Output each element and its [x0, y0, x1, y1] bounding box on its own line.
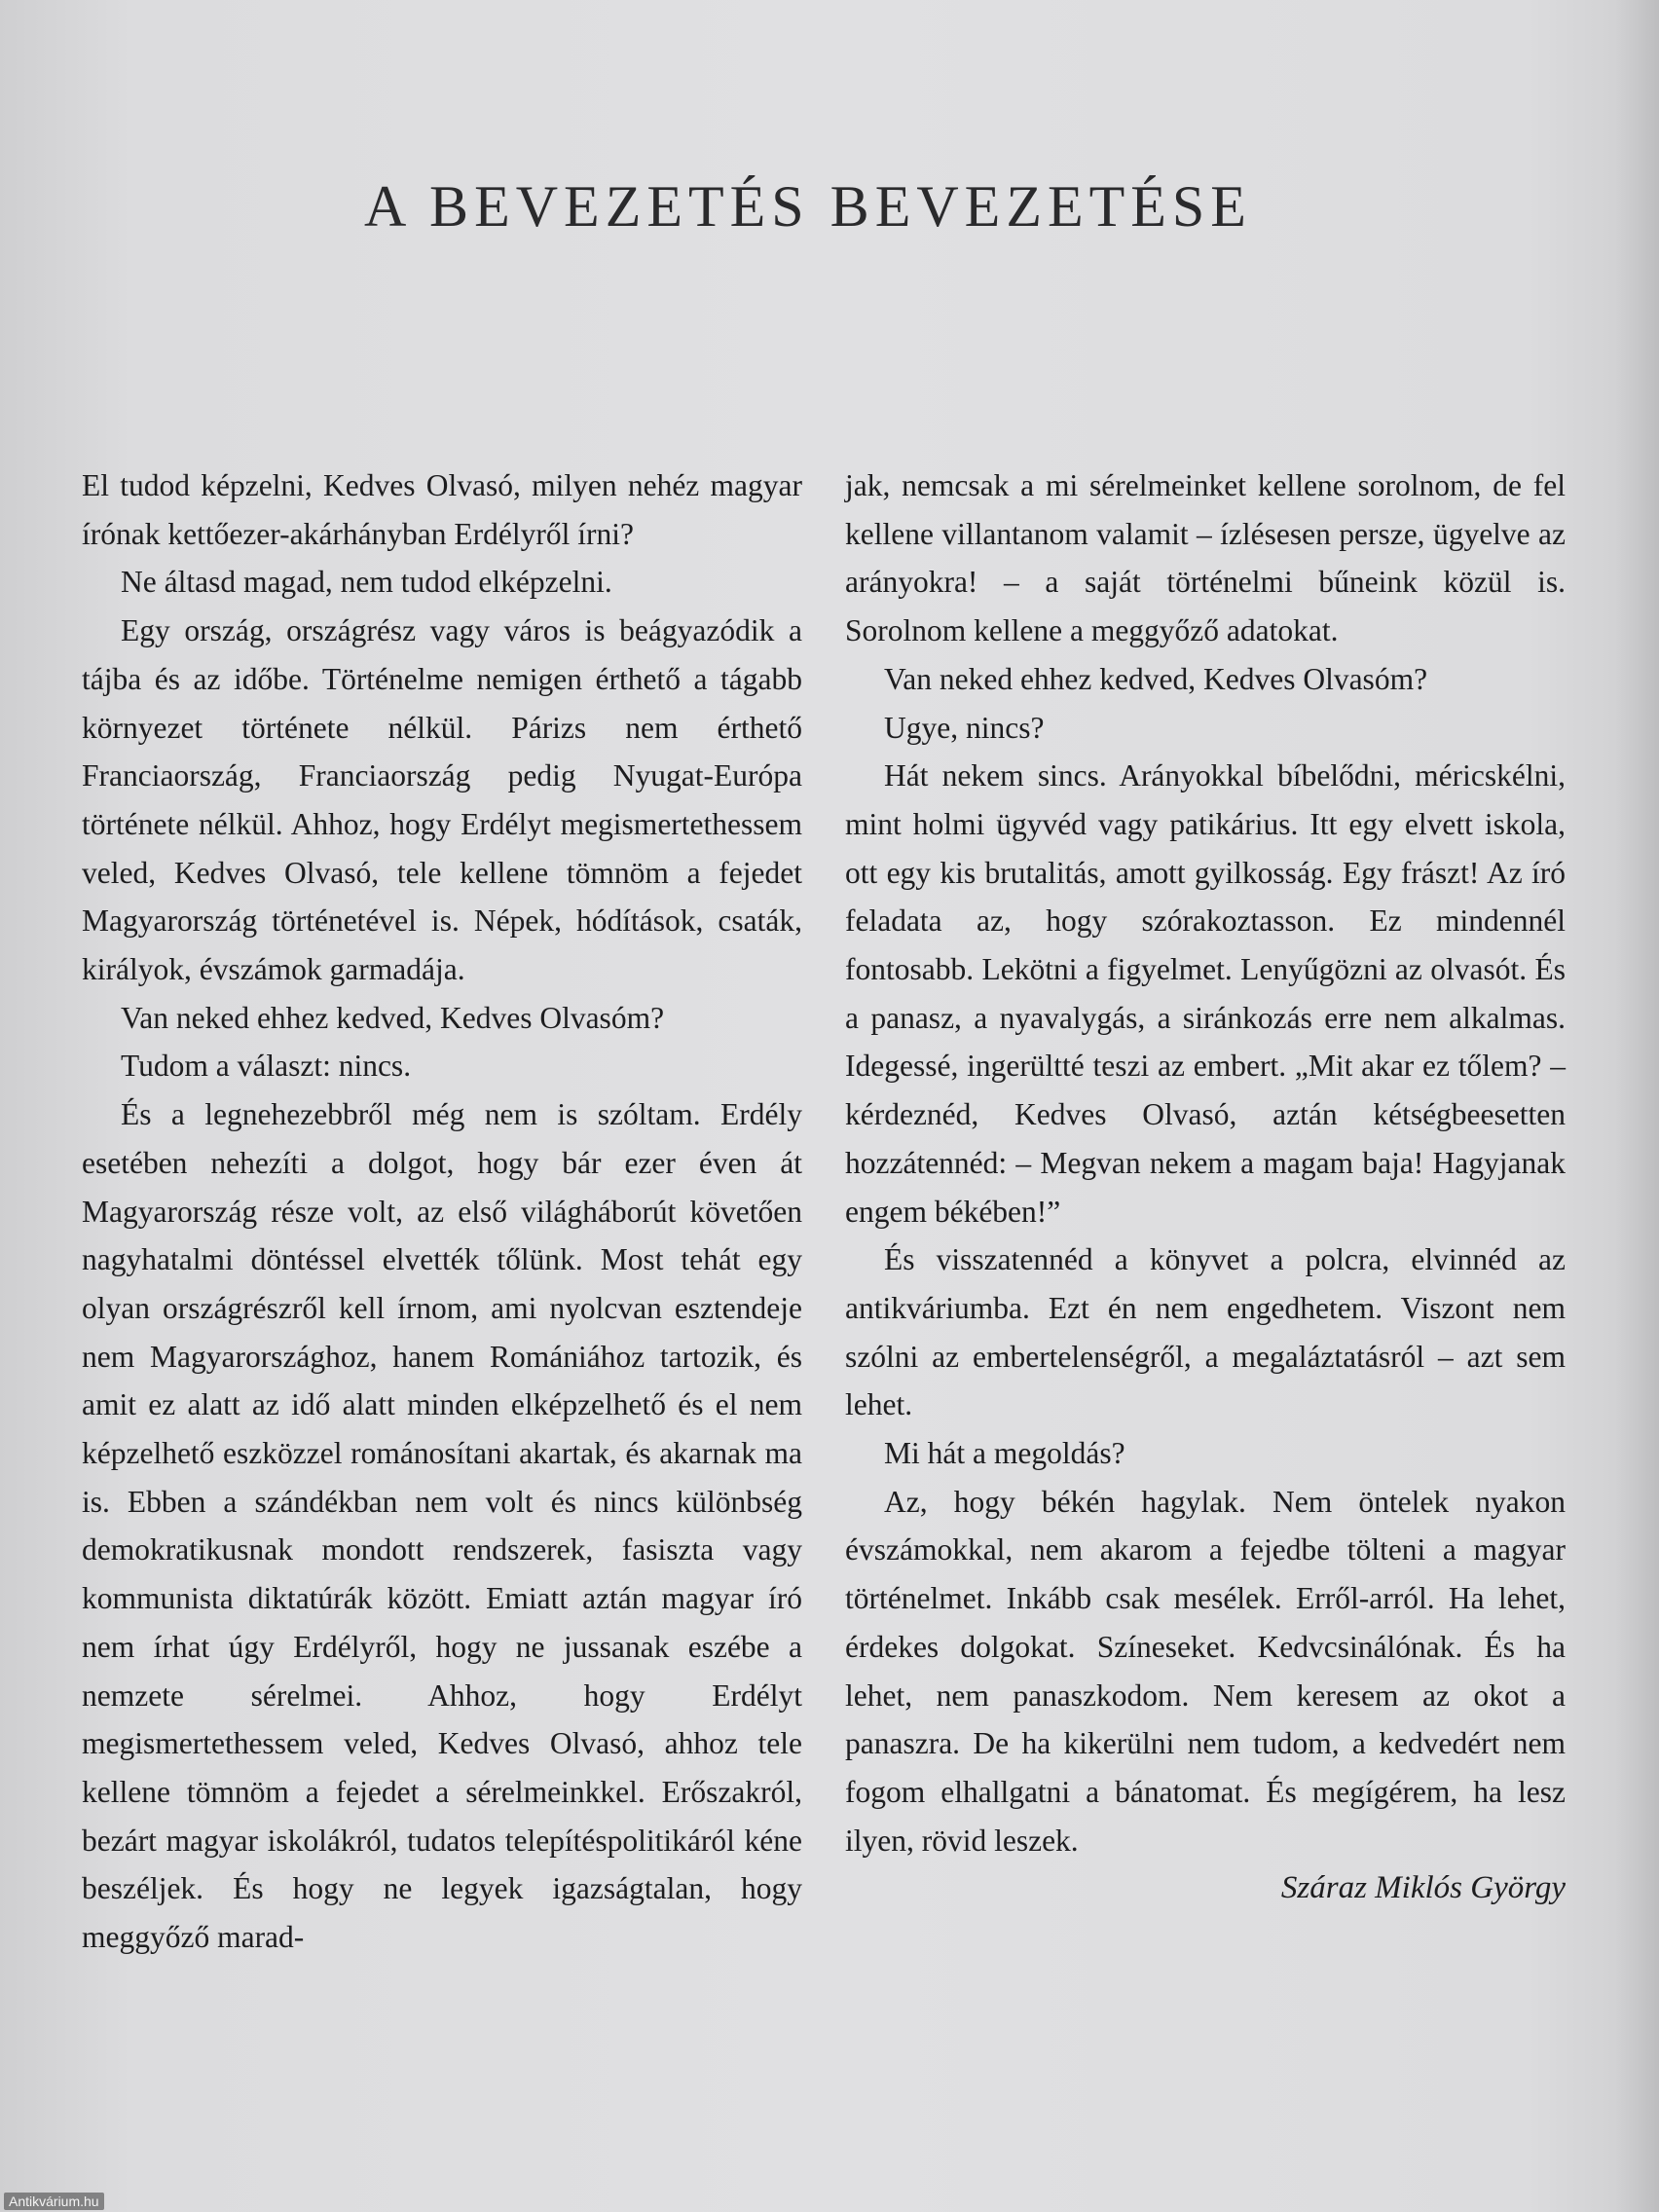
paragraph: Ne áltasd magad, nem tudod elképzelni.: [121, 565, 612, 600]
paragraph: És visszatennéd a könyvet a polcra, elvinnéd az antikváriumba. Ezt én nem engedhetem. Viszont nem szólni az embertelenségről, a megaláztatásról – azt sem lehet.: [845, 1242, 1566, 1422]
paragraph: Ugye, nincs?: [884, 710, 1045, 745]
author-signature: Száraz Miklós György: [1280, 1870, 1566, 1906]
page-edge-shadow: [1614, 0, 1659, 2212]
paragraph: És a legnehezebbről még nem is szóltam. Erdély esetében nehezíti a dolgot, hogy bár ezer éven át Magyarország része volt, az első világháborút követően nagyhatalmi döntéssel elvették tőlünk. Most tehát egy olyan országrészről kell írnom, ami nyolcvan esztendeje nem Magyarországhoz, hanem Romániához tartozik, és amit ez alatt az idő alatt minden elképzelhető és el nem képzelhető eszközzel románosítani akartak, és akarnak ma is. Ebben a szándékban nem volt és nincs különbség demokratikusnak mondott rendszerek, fasiszta vagy kommunista diktatúrák között. Emiatt aztán magyar író nem írhat úgy Erdélyről, hogy ne jussanak eszébe a nemzete sérelmei. Ahhoz, hogy Erdélyt megismertethessem veled, Kedves Olvasó, ahhoz tele kellene tömnöm a fejedet a sérelmeinkkel. Erőszakról, bezárt magyar iskolákról, tudatos telepítéspolitikáról kéne beszéljek. És hogy ne legyek igazságtalan, hogy meggyőző marad-: [82, 1097, 802, 1955]
page-title: A BEVEZETÉS BEVEZETÉSE: [364, 174, 1252, 239]
paragraph: Tudom a választ: nincs.: [121, 1049, 412, 1084]
paragraph: Hát nekem sincs. Arányokkal bíbelődni, méricskélni, mint holmi ügyvéd vagy patikárius. Itt egy elvett iskola, ott egy kis brutalitás, amott gyilkosság. Egy frászt! Az író feladata az, hogy szórakoztasson. Ez mindennél fontosabb. Lekötni a figyelmet. Lenyűgözni az olvasót. És a panasz, a nyavalygás, a siránkozás erre nem alkalmas. Idegessé, ingerültté teszi az embert. „Mit akar ez tőlem? – kérdeznéd, Kedves Olvasó, aztán kétségbeesetten hozzátennéd: – Megvan nekem a magam baja! Hagyjanak engem békében!”: [845, 758, 1566, 1229]
text-column-right: [845, 461, 1566, 1913]
paragraph: Van neked ehhez kedved, Kedves Olvasóm?: [884, 661, 1428, 696]
paragraph: El tudod képzelni, Kedves Olvasó, milyen nehéz magyar írónak kettőezer-akárhányban Erdélyről írni?: [82, 468, 802, 551]
paragraph: Az, hogy békén hagylak. Nem öntelek nyakon évszámokkal, nem akarom a fejedbe tölteni a magyar történelmet. Inkább csak mesélek. Erről-arról. Ha lehet, érdekes dolgokat. Színeseket. Kedvcsinálónak. És ha lehet, nem panaszkodom. Nem keresem az okot a panaszra. De ha kikerülni nem tudom, a kedvedért nem fogom elhallgatni a bánatomat. És megígérem, ha lesz ilyen, rövid leszek.: [845, 1484, 1566, 1858]
text-column-left: [82, 461, 802, 1962]
paragraph: jak, nemcsak a mi sérelmeinket kellene sorolnom, de fel kellene villantanom valamit – ízlésesen persze, ügyelve az arányokra! – a saját történelmi bűneink közül is. Sorolnom kellene a meggyőző adatokat.: [845, 468, 1566, 648]
paragraph: Van neked ehhez kedved, Kedves Olvasóm?: [121, 1000, 665, 1035]
watermark: Antikvárium.hu: [4, 2193, 104, 2210]
paragraph: Egy ország, országrész vagy város is beágyazódik a tájba és az időbe. Történelme nemigen érthető a tágabb környezet története nélkül. Párizs nem érthető Franciaország, Franciaország pedig Nyugat-Európa története nélkül. Ahhoz, hogy Erdélyt megismertethessem veled, Kedves Olvasó, tele kellene tömnöm a fejedet Magyarország történetével is. Népek, hódítások, csaták, királyok, évszámok garmadája.: [82, 613, 802, 987]
paragraph: Mi hát a megoldás?: [884, 1436, 1125, 1471]
